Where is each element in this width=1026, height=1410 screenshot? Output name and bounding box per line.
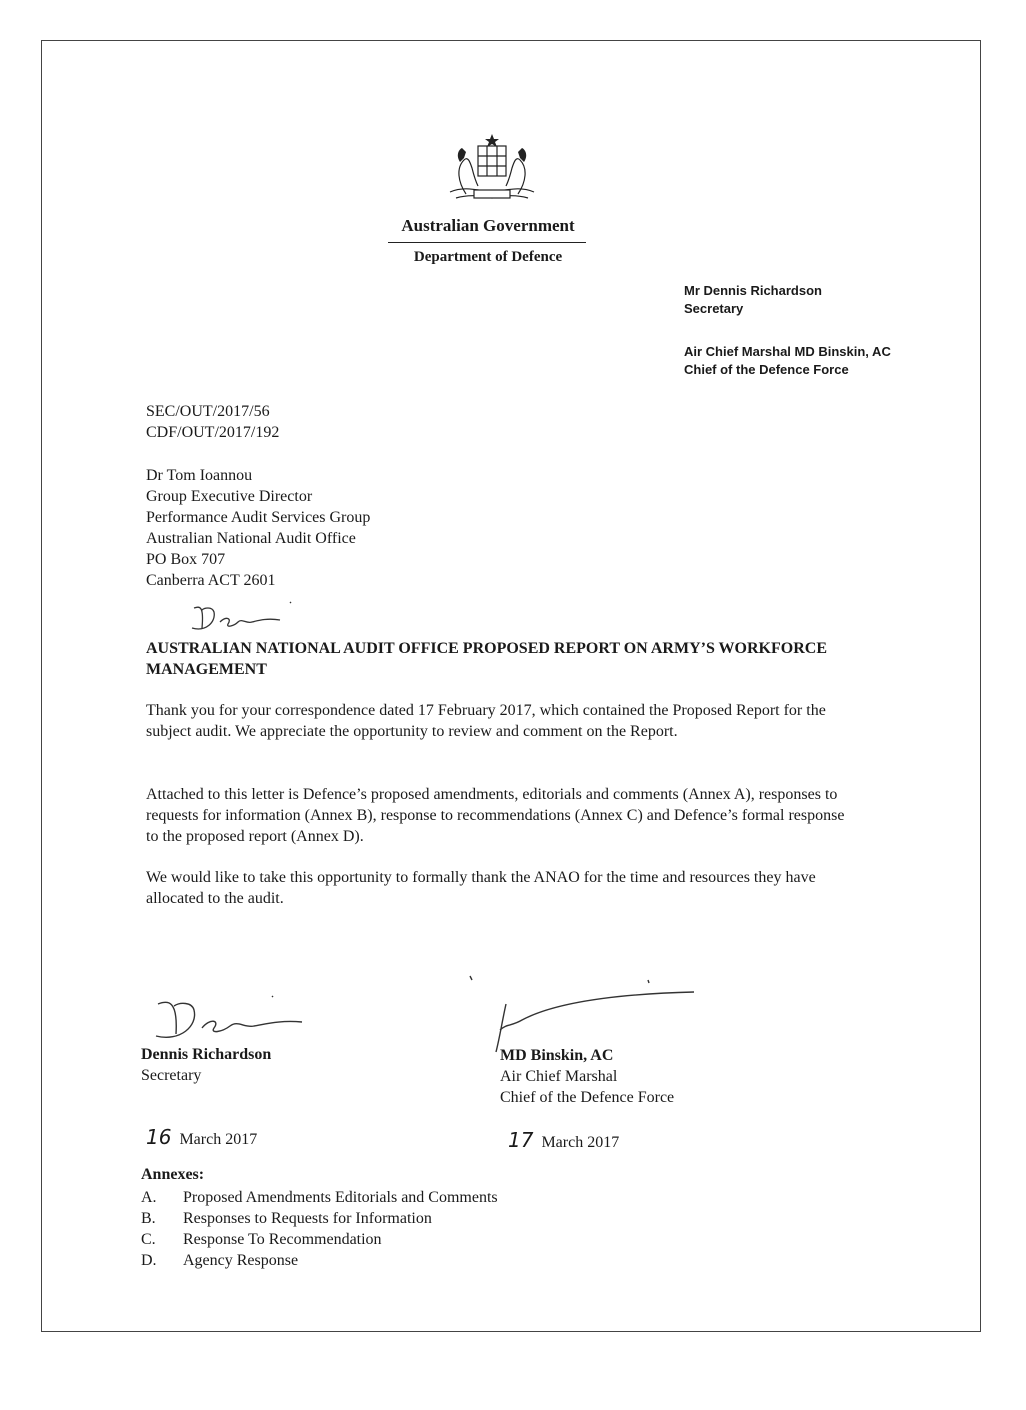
signatory-name: MD Binskin, AC <box>500 1047 614 1064</box>
signature-date-right <box>508 1128 619 1152</box>
annex-letter: C. <box>141 1231 156 1248</box>
coat-of-arms-icon <box>436 132 548 212</box>
body-paragraph: Attached to this letter is Defence’s proposed amendments, editorials and comments (Annex A), responses to requests for information (Annex B), response to recommendations (Annex C) and Defence’s formal response to the proposed report (Annex D). <box>146 786 845 845</box>
annex-label: Agency Response <box>183 1252 299 1269</box>
handwritten-day: 16 <box>146 1125 172 1149</box>
signatory-name: Dennis Richardson <box>141 1046 272 1063</box>
annex-letter: D. <box>141 1252 157 1269</box>
address-line: Dr Tom Ioannou <box>146 467 253 484</box>
annex-label: Response To Recommendation <box>183 1231 382 1248</box>
signatory-rank: Air Chief Marshal <box>500 1068 618 1085</box>
sender-secretary <box>684 282 822 318</box>
signature-date-left <box>146 1125 257 1149</box>
body-paragraph: We would like to take this opportunity to formally thank the ANAO for the time and resources they have allocated to the audit. <box>146 869 816 907</box>
richardson-signature-icon <box>152 990 312 1042</box>
handwritten-day: 17 <box>508 1128 534 1152</box>
reference-numbers <box>146 401 279 443</box>
address-line: Canberra ACT 2601 <box>146 572 276 589</box>
sender-title: Chief of the Defence Force <box>684 362 849 377</box>
sender-name: Air Chief Marshal MD Binskin, AC <box>684 344 891 359</box>
annex-item <box>141 1229 498 1250</box>
signatory-title: Secretary <box>141 1067 202 1084</box>
reference-line: SEC/OUT/2017/56 <box>146 403 270 420</box>
salutation-signature-icon <box>186 598 306 632</box>
printed-month-year: March 2017 <box>541 1134 620 1151</box>
signatory-richardson <box>141 1044 271 1086</box>
letterhead-department: Department of Defence <box>413 249 563 265</box>
signatory-title: Chief of the Defence Force <box>500 1089 675 1106</box>
letterhead-divider <box>388 242 586 243</box>
letterhead-government: Australian Government <box>401 216 575 235</box>
address-line: Australian National Audit Office <box>146 530 356 547</box>
annex-letter: A. <box>141 1189 157 1206</box>
sender-name: Mr Dennis Richardson <box>684 283 822 298</box>
sender-title: Secretary <box>684 301 744 316</box>
annex-letter: B. <box>141 1210 156 1227</box>
reference-line: CDF/OUT/2017/192 <box>146 424 280 441</box>
annex-item <box>141 1250 498 1271</box>
signatory-binskin <box>500 1045 674 1108</box>
annex-label: Proposed Amendments Editorials and Comments <box>183 1189 498 1206</box>
body-paragraph: Thank you for your correspondence dated 17 February 2017, which contained the Proposed Report for the subject audit. We appreciate the opportunity to review and comment on the Report. <box>146 702 826 740</box>
annexes-title: Annexes: <box>141 1166 205 1183</box>
annex-label: Responses to Requests for Information <box>183 1210 432 1227</box>
sender-cdf <box>684 343 891 379</box>
address-line: Group Executive Director <box>146 488 313 505</box>
letter-subject-heading: AUSTRALIAN NATIONAL AUDIT OFFICE PROPOSED REPORT ON ARMY’S WORKFORCE MANAGEMENT <box>146 640 827 678</box>
annex-item <box>141 1208 498 1229</box>
annex-item <box>141 1187 498 1208</box>
annexes-list <box>141 1187 498 1271</box>
printed-month-year: March 2017 <box>179 1131 258 1148</box>
address-line: PO Box 707 <box>146 551 226 568</box>
recipient-address <box>146 465 370 591</box>
address-line: Performance Audit Services Group <box>146 509 371 526</box>
